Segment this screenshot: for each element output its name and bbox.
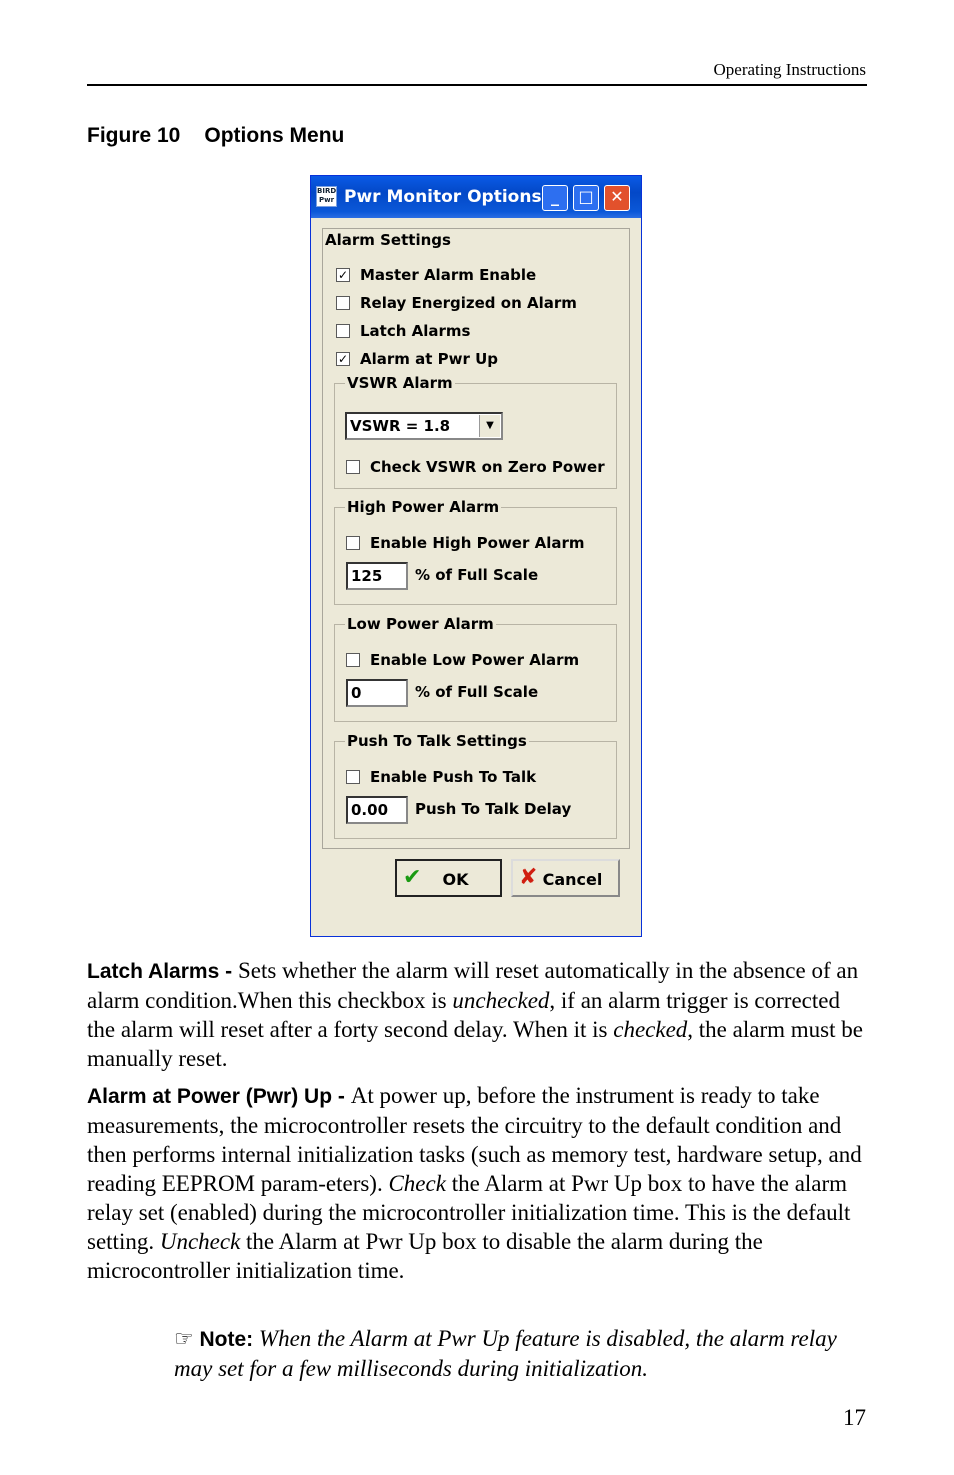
checkbox-label: Latch Alarms [360, 321, 471, 340]
checkbox-master-alarm[interactable] [336, 265, 536, 285]
term-alarm-pwr-up: Alarm at Power (Pwr) Up - [87, 1085, 351, 1108]
checkbox-label: Alarm at Pwr Up [360, 349, 499, 368]
checkbox-latch-alarms[interactable] [336, 321, 470, 341]
checkbox-label: Check VSWR on Zero Power [370, 457, 605, 476]
text-run: Sets whether the alarm will reset automatically in the absence of an alarm condition.When this checkbox is [87, 958, 859, 1013]
pointing-hand-icon: ☞ [174, 1326, 194, 1351]
maximize-button[interactable]: □ [573, 185, 599, 211]
dialog-title: Pwr Monitor Options [344, 187, 542, 207]
text-run: , the alarm must be manually reset. [87, 1017, 863, 1071]
checkbox-label: Enable High Power Alarm [370, 533, 585, 552]
checkbox-box[interactable] [346, 536, 360, 550]
chevron-down-icon[interactable]: ▼ [479, 415, 500, 437]
x-icon: ✘ [519, 865, 538, 890]
checkbox-box[interactable] [346, 770, 360, 784]
italic-run: Check [388, 1171, 446, 1196]
checkbox-label: Relay Energized on Alarm [360, 293, 577, 312]
text-run: At power up, before the instrument is ready to take measurements, the microcontroller resets the circuitry to the default condition and then performs internal initialization tasks (such as memory test, hardware setup, and reading EEPROM param-eters). [87, 1083, 862, 1196]
cancel-button[interactable] [511, 859, 620, 897]
italic-run: unchecked [452, 988, 550, 1013]
options-dialog [310, 175, 642, 937]
group-label-high-power: High Power Alarm [347, 498, 500, 516]
checkbox-enable-ptt[interactable] [346, 767, 536, 787]
ptt-delay-label: Push To Talk Delay [415, 800, 572, 818]
checkbox-label: Enable Push To Talk [370, 767, 537, 786]
header-rule [87, 84, 867, 86]
app-icon: BIRD Pwr [316, 186, 337, 207]
group-label-vswr: VSWR Alarm [347, 374, 453, 392]
figure-number: Figure 10 [87, 124, 181, 147]
figure-caption [87, 124, 344, 148]
italic-run: Uncheck [159, 1229, 241, 1254]
note-label: Note: [199, 1328, 254, 1351]
page-number: 17 [843, 1405, 866, 1430]
close-button[interactable]: ✕ [604, 185, 630, 211]
high-power-group [334, 498, 617, 605]
cancel-label: Cancel [542, 870, 603, 889]
checkbox-label: Enable Low Power Alarm [370, 650, 580, 669]
checkmark-icon: ✔ [403, 865, 422, 890]
checkbox-alarm-pwr-up[interactable] [336, 349, 498, 369]
note-text: When the Alarm at Pwr Up feature is disabled, the alarm relay may set for a few milliseconds during initialization. [174, 1326, 837, 1381]
running-header: Operating Instructions [713, 60, 866, 79]
high-power-input[interactable]: 125 [346, 562, 408, 590]
checkbox-box[interactable] [346, 460, 360, 474]
checkbox-relay-energized[interactable] [336, 293, 577, 313]
low-power-group [334, 615, 617, 722]
checkbox-box[interactable]: ✓ [337, 267, 349, 282]
group-label-low-power: Low Power Alarm [347, 615, 494, 633]
title-bar[interactable] [311, 176, 641, 218]
ok-button[interactable] [395, 859, 502, 897]
paragraph-alarm-pwr-up [87, 1081, 867, 1285]
checkbox-enable-low-power[interactable] [346, 650, 579, 670]
checkbox-box[interactable] [346, 653, 360, 667]
options-panel [322, 228, 630, 849]
ptt-delay-input[interactable]: 0.00 [346, 796, 408, 824]
group-label-alarm-settings: Alarm Settings [325, 231, 451, 249]
text-run: the Alarm at Pwr Up box to have the alarm relay set (enabled) during the microcontroller initialization time. This is the default setting. [87, 1171, 851, 1254]
minimize-button[interactable]: _ [542, 185, 568, 211]
text-run: the Alarm at Pwr Up box to disable the alarm during the microcontroller initialization time. [87, 1229, 763, 1283]
figure-title: Options Menu [204, 124, 345, 147]
checkbox-box[interactable]: ✓ [337, 351, 349, 366]
term-latch-alarms: Latch Alarms - [87, 960, 238, 983]
high-power-unit: % of Full Scale [415, 566, 539, 584]
low-power-input[interactable]: 0 [346, 679, 408, 707]
vswr-select-value: VSWR = 1.8 [350, 417, 451, 435]
vswr-select[interactable] [345, 412, 503, 440]
checkbox-check-vswr[interactable] [346, 457, 605, 477]
note-block [174, 1324, 867, 1383]
checkbox-label: Master Alarm Enable [360, 265, 537, 284]
italic-run: checked [613, 1017, 688, 1042]
checkbox-box[interactable] [336, 296, 350, 310]
ok-label: OK [442, 870, 469, 889]
text-run: , if an alarm trigger is corrected the alarm will reset after a forty second delay. When it is [87, 988, 840, 1042]
vswr-alarm-group [334, 374, 617, 489]
low-power-unit: % of Full Scale [415, 683, 539, 701]
checkbox-box[interactable] [336, 324, 350, 338]
group-label-ptt: Push To Talk Settings [347, 732, 527, 750]
checkbox-enable-high-power[interactable] [346, 533, 585, 553]
paragraph-latch-alarms [87, 956, 867, 1073]
ptt-group [334, 732, 617, 839]
